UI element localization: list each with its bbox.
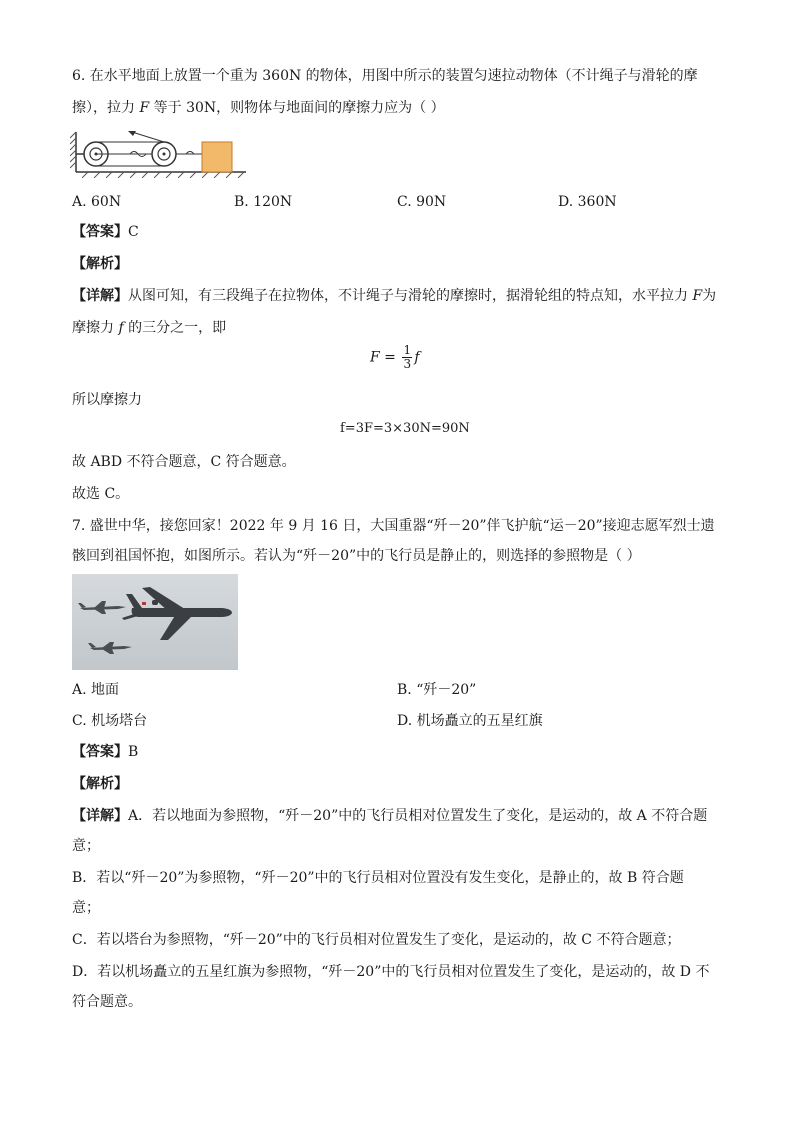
q6-option-c[interactable]: C. 90N (397, 194, 447, 210)
q6-stem-line1: 6. 在水平地面上放置一个重为 360N 的物体，用图中所示的装置匀速拉动物体（不计绳子与滑轮的摩 (72, 68, 698, 84)
q6-answer: 【答案】C (72, 224, 139, 240)
q6-conclusion-2: 故选 C。 (72, 486, 130, 502)
q6-option-a[interactable]: A. 60N (72, 194, 122, 210)
q6-formula-2: f=3F=3×30N=90N (340, 421, 470, 436)
q7-option-c[interactable]: C. 机场塔台 (72, 713, 148, 729)
q7-answer: 【答案】B (72, 744, 139, 760)
pulley-system-diagram (70, 130, 250, 178)
q6-detail-line2: 摩擦力 f 的三分之一，即 (72, 320, 227, 336)
q6-analysis-heading: 【解析】 (72, 256, 128, 272)
q7-analysis-heading: 【解析】 (72, 776, 128, 792)
q7-option-a[interactable]: A. 地面 (72, 682, 120, 698)
q6-option-b[interactable]: B. 120N (234, 194, 293, 210)
q7-detail-a-line1: 【详解】A．若以地面为参照物，“歼－20”中的飞行员相对位置发生了变化，是运动的，故 A 不符合题 (72, 808, 708, 824)
q6-option-d[interactable]: D. 360N (558, 194, 617, 210)
q7-detail-d-line2: 符合题意。 (72, 994, 142, 1010)
q6-conclusion-1: 故 ABD 不符合题意，C 符合题意。 (72, 454, 296, 470)
q6-detail-line1: 【详解】从图可知，有三段绳子在拉物体，不计绳子与滑轮的摩擦时，据滑轮组的特点知，水平拉力 F为 (72, 288, 717, 304)
q6-stem-line2: 擦），拉力 F 等于 30N，则物体与地面间的摩擦力应为（ ） (72, 100, 445, 116)
q7-option-b[interactable]: B. “歼－20” (397, 682, 477, 698)
q6-formula-1: F = $\frac{1}{3}$ f (370, 343, 420, 371)
q7-stem-line2: 骸回到祖国怀抱，如图所示。若认为“歼－20”中的飞行员是静止的，则选择的参照物是（ ） (72, 548, 641, 564)
aircraft-photo (72, 574, 238, 670)
q7-detail-c-line1: C．若以塔台为参照物，“歼－20”中的飞行员相对位置发生了变化，是运动的，故 C 不符合题意； (72, 932, 681, 948)
q7-detail-b-line1: B．若以“歼－20”为参照物，“歼－20”中的飞行员相对位置没有发生变化，是静止的，故 B 符合题 (72, 870, 684, 886)
aircraft-illustration (72, 574, 238, 670)
q6-friction-line: 所以摩擦力 (72, 392, 142, 408)
q7-detail-b-line2: 意； (72, 900, 100, 916)
q7-detail-a-line2: 意； (72, 838, 100, 854)
q7-stem-line1: 7. 盛世中华，接您回家！2022 年 9 月 16 日，大国重器“歼－20”伴飞护航“运－20”接迎志愿军烈士遗 (72, 518, 715, 534)
q7-detail-d-line1: D．若以机场矗立的五星红旗为参照物，“歼－20”中的飞行员相对位置发生了变化，是运动的，故 D 不 (72, 964, 710, 980)
q7-option-d[interactable]: D. 机场矗立的五星红旗 (397, 713, 543, 729)
